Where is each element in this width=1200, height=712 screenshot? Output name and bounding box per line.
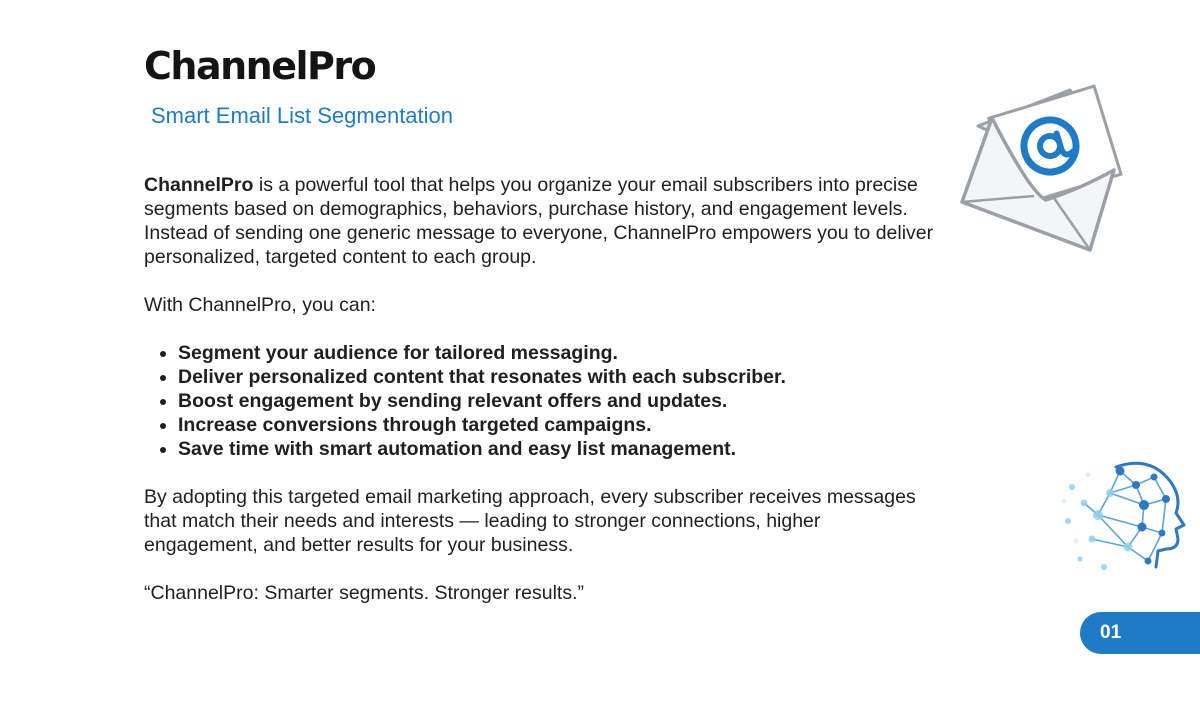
feature-item: • Deliver personalized content that resonates with each subscriber. (178, 365, 934, 389)
ai-head-network-icon (1058, 455, 1190, 575)
intro-text: is a powerful tool that helps you organize your email subscribers into precise segments based on demographics, behaviors, purchase history, and engagement levels. Instead of sending one generic message to everyone, ChannelPro empowers you to deliver personalized, targeted content to each group. (144, 174, 934, 268)
closing-paragraph: By adopting this targeted email marketing approach, every subscriber receives messages that match their needs and interests — leading to stronger connections, higher engagement, and better results for your business. (144, 486, 916, 556)
page-title: ChannelPro (144, 44, 376, 88)
page-subtitle: Smart Email List Segmentation (151, 103, 454, 128)
page-number-badge: 01 (1080, 612, 1200, 654)
envelope-at-icon (950, 84, 1130, 259)
feature-item: • Increase conversions through targeted campaigns. (178, 413, 934, 437)
feature-list (144, 341, 934, 461)
feature-item: • Save time with smart automation and easy list management. (178, 437, 934, 461)
intro-paragraph (144, 173, 934, 269)
main-content (144, 173, 934, 605)
lead-in-text: With ChannelPro, you can: (144, 294, 376, 316)
feature-item: • Segment your audience for tailored messaging. (178, 341, 934, 365)
tagline-quote: “ChannelPro: Smarter segments. Stronger results.” (144, 582, 585, 604)
feature-item: • Boost engagement by sending relevant offers and updates. (178, 389, 934, 413)
intro-brand: ChannelPro (144, 174, 254, 196)
